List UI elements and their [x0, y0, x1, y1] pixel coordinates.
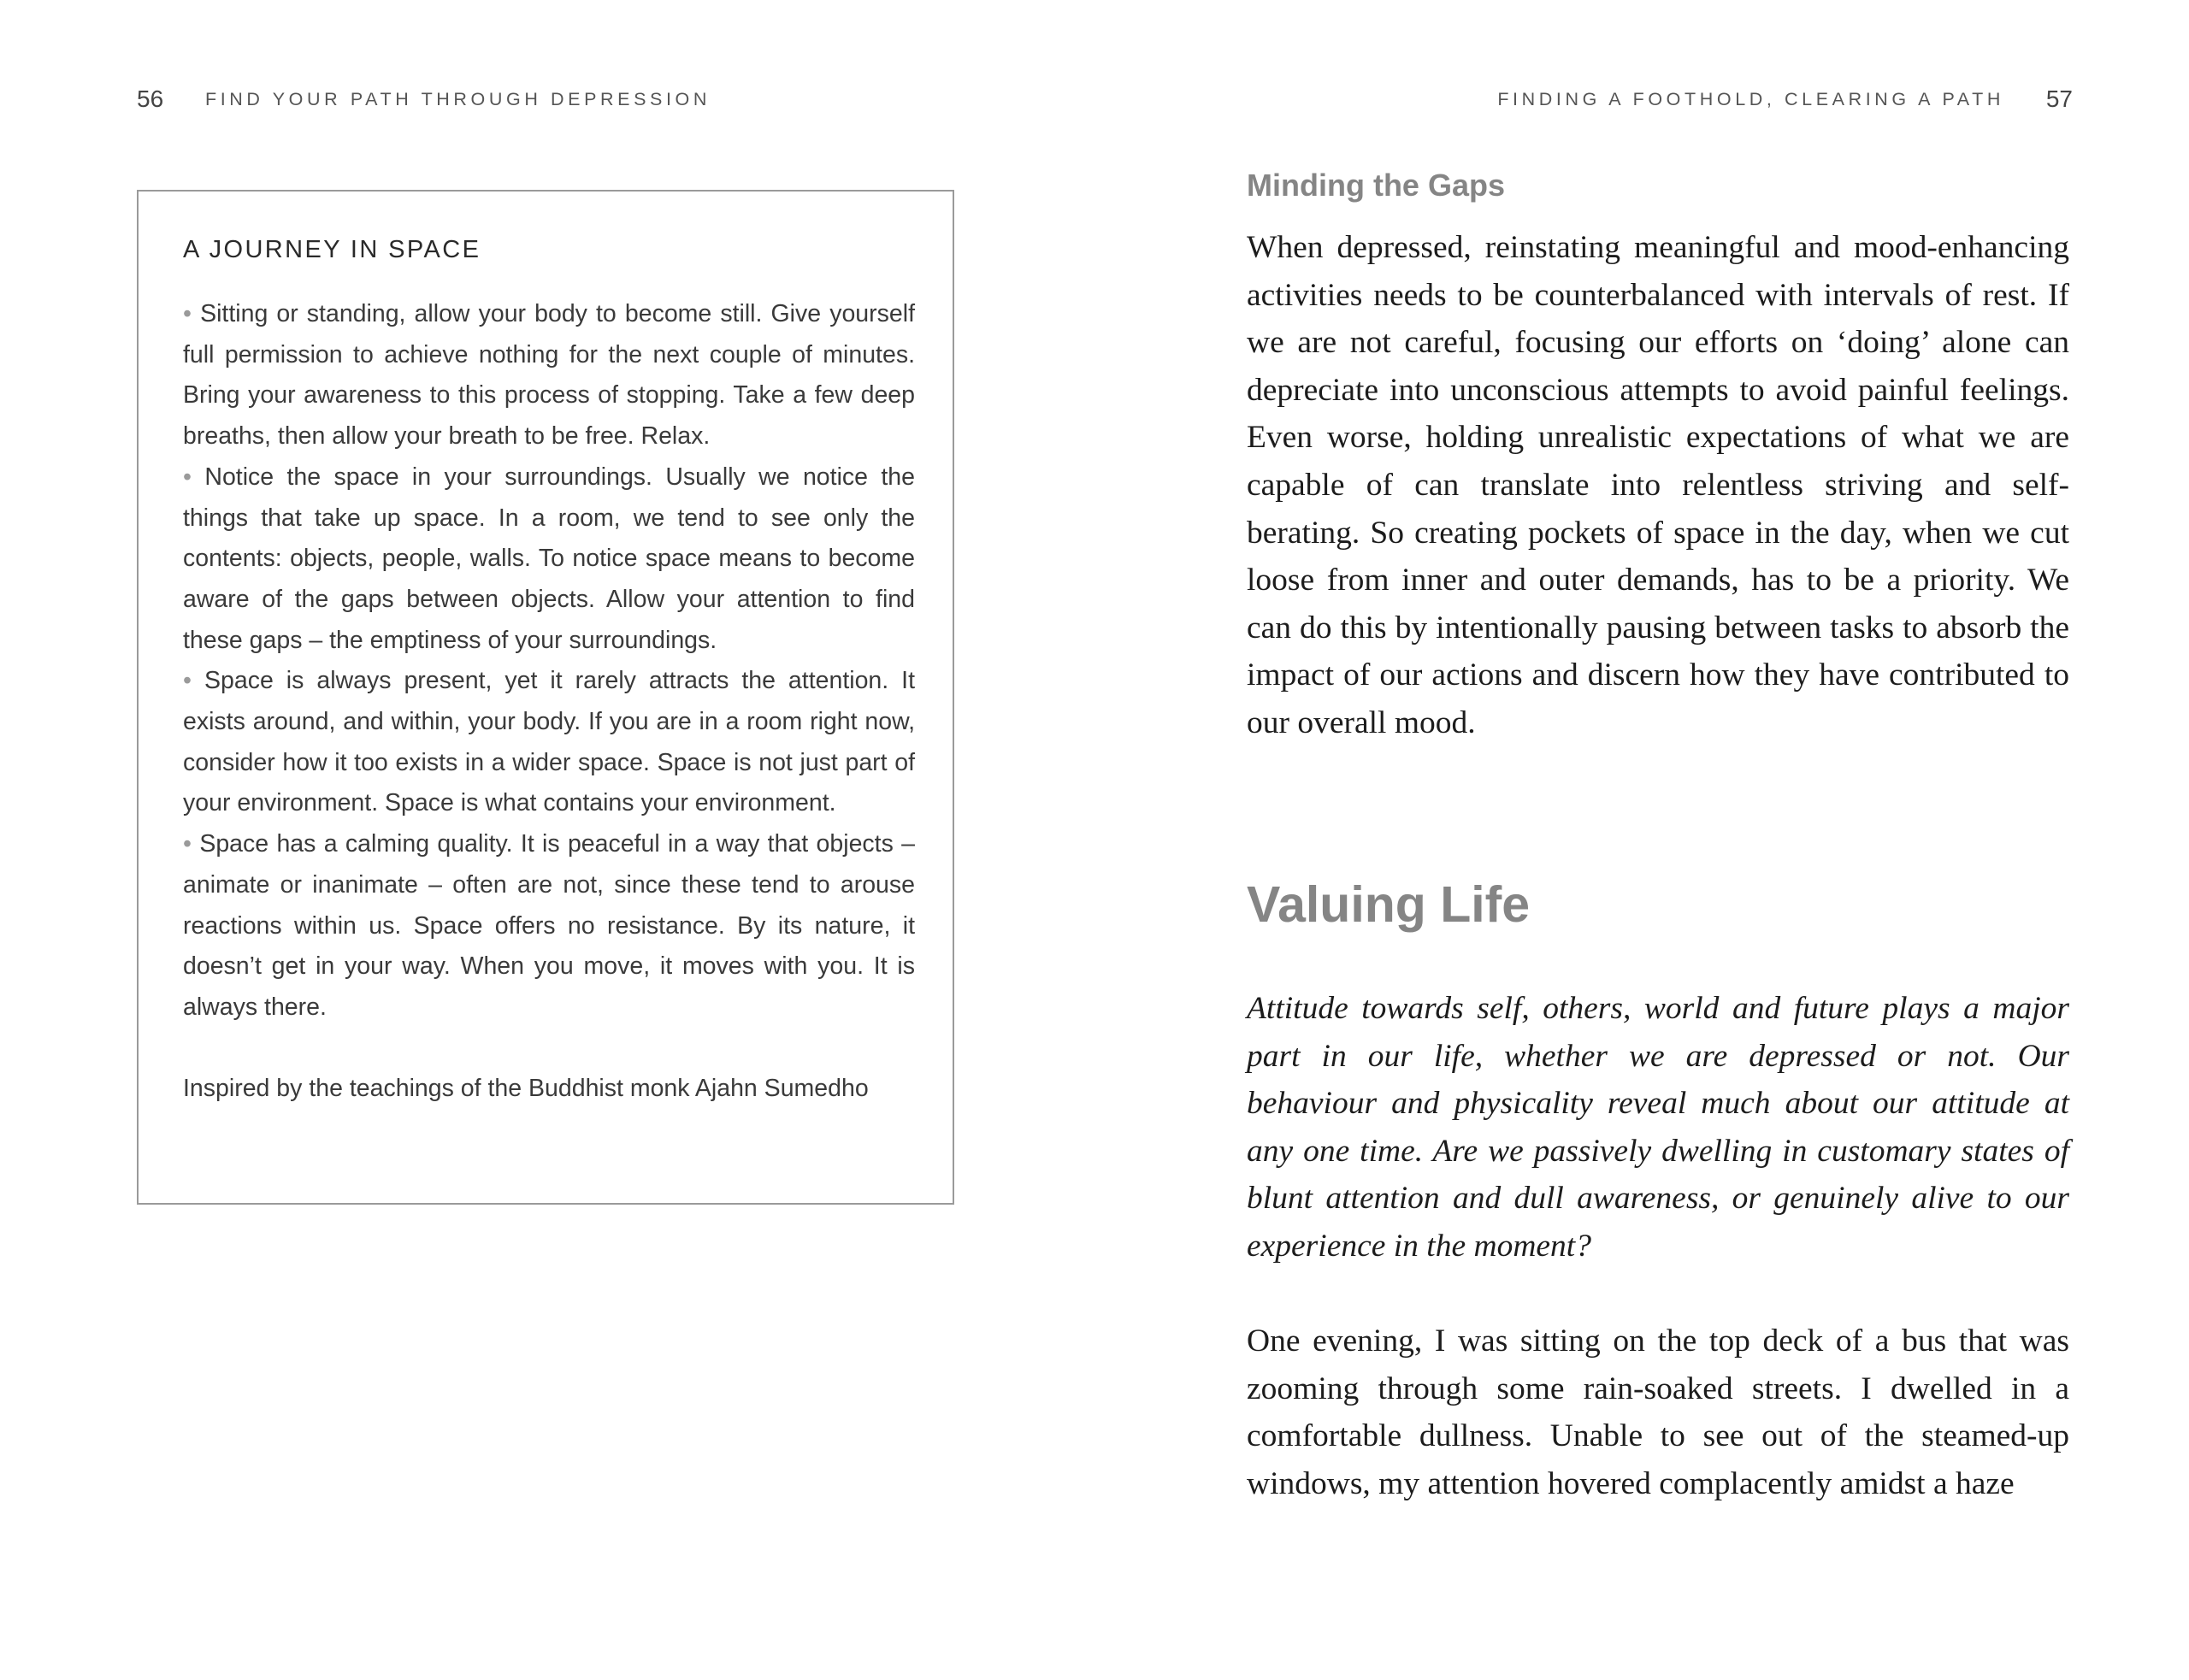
exercise-bullet-item: [183, 824, 915, 1029]
intro-paragraph-valuing-life: Attitude towards self, others, world and future plays a major part in our life, whether we are depressed or not. Our behaviour and physicality reveal much about our attitude at any one time. Are we passively dwelling in customary states of blunt attention and dull awareness, or genuinely alive to our experience in the moment?: [1247, 991, 2069, 1264]
running-head-right: FINDING A FOOTHOLD, CLEARING A PATH: [1497, 89, 2004, 109]
exercise-bullet-item: [183, 457, 915, 662]
exercise-bullet-text: Space has a calming quality. It is peaceful in a way that objects – animate or inanimate – often are not, since these tend to arouse reactions within us. Space offers no resistance. By its nature, it doesn’t get in your way. When you move, it moves with you. It is always there.: [183, 830, 916, 1021]
body-paragraph-valuing-life: One evening, I was sitting on the top deck of a bus that was zooming through some rain-soaked streets. I dwelled in a comfortable dullness. Unable to see out of the steamed-up windows, my attention hovered complacently amidst a haze: [1247, 1323, 2069, 1501]
exercise-bullet-item: [183, 294, 915, 457]
page-number-left: 56: [137, 85, 164, 112]
exercise-box: [137, 190, 954, 1205]
exercise-bullet-item: [183, 661, 915, 824]
section-heading-minding-the-gaps: Minding the Gaps: [1247, 168, 1505, 203]
bullet-icon: •: [183, 830, 192, 858]
exercise-bullet-text: Notice the space in your surroundings. Usually we notice the things that take up space. In a room, we tend to see only the contents: objects, people, walls. To notice space means to become aware of the gaps between objects. Allow your attention to find these gaps – the emptiness of your surroundings.: [183, 463, 915, 654]
exercise-credit: Inspired by the teachings of the Buddhist monk Ajahn Sumedho: [183, 1074, 869, 1102]
bullet-icon: •: [183, 463, 192, 491]
body-paragraph-minding-the-gaps: When depressed, reinstating meaningful and mood-enhancing activities needs to be counterbalanced with intervals of rest. If we are not careful, focusing our efforts on ‘doing’ alone can depreciate into unconscious attempts to avoid painful feelings. Even worse, holding unrealistic expectations of what we are capable of can translate into relentless striving and self-berating. So creating pockets of space in the day, when we cut loose from inner and outer demands, has to be a priority. We can do this by intentionally pausing between tasks to absorb the impact of our actions and discern how they have contributed to our overall mood.: [1247, 230, 2069, 740]
page-number-right: 57: [2045, 85, 2073, 112]
bullet-icon: •: [183, 300, 192, 327]
section-heading-valuing-life: Valuing Life: [1247, 876, 1531, 933]
running-head-left: FIND YOUR PATH THROUGH DEPRESSION: [205, 89, 711, 109]
exercise-box-title: A JOURNEY IN SPACE: [183, 236, 481, 263]
exercise-bullet-text: Sitting or standing, allow your body to become still. Give yourself full permission to achieve nothing for the next couple of minutes. Bring your awareness to this process of stopping. Take a few deep breaths, then allow your breath to be free. Relax.: [183, 300, 915, 451]
exercise-box-body: [183, 294, 915, 1109]
exercise-bullet-text: Space is always present, yet it rarely attracts the attention. It exists around, and within, your body. If you are in a room right now, consider how it too exists in a wider space. Space is not just part of your environment. Space is what contains your environment.: [183, 667, 916, 817]
bullet-icon: •: [183, 667, 192, 695]
